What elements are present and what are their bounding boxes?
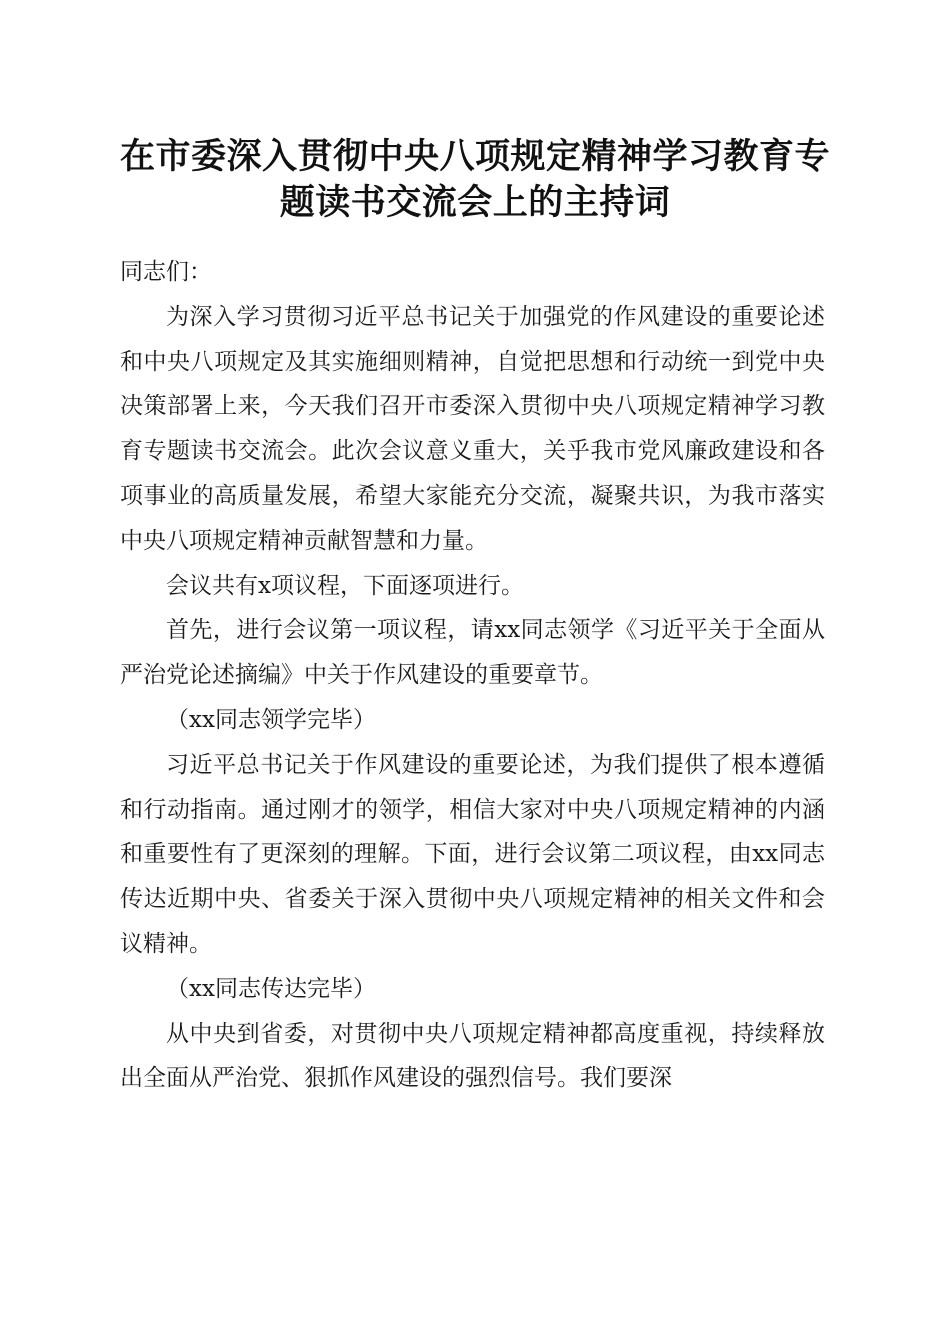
- document-body: [120, 250, 825, 1101]
- paragraph-intro: 为深入学习贯彻习近平总书记关于加强党的作风建设的重要论述和中央八项规定及其实施细则精神，自觉把思想和行动统一到党中央决策部署上来，今天我们召开市委深入贯彻中央八项规定精神学习教育专题读书交流会。此次会议意义重大，关乎我市党风廉政建设和各项事业的高质量发展，希望大家能充分交流，凝聚共识，为我市落实中央八项规定精神贡献智慧和力量。: [120, 303, 825, 554]
- paragraph-agenda-item-1: 首先，进行会议第一项议程，请xx同志领学《习近平关于全面从严治党论述摘编》中关于作风建设的重要章节。: [120, 617, 825, 689]
- document-title: 在市委深入贯彻中央八项规定精神学习教育专题读书交流会上的主持词: [119, 136, 830, 223]
- paragraph-continuation: 从中央到省委，对贯彻中央八项规定精神都高度重视，持续释放出全面从严治党、狠抓作风建设的强烈信号。我们要深: [120, 1020, 825, 1092]
- paragraph-agenda: 会议共有x项议程，下面逐项进行。: [166, 572, 524, 599]
- stage-note-1: （xx同志领学完毕）: [166, 706, 376, 733]
- paragraph-agenda-item-2: 习近平总书记关于作风建设的重要论述，为我们提供了根本遵循和行动指南。通过刚才的领学，相信大家对中央八项规定精神的内涵和重要性有了更深刻的理解。下面，进行会议第二项议程，由xx同志传达近期中央、省委关于深入贯彻中央八项规定精神的相关文件和会议精神。: [120, 751, 825, 957]
- stage-note-2: （xx同志传达完毕）: [166, 975, 376, 1002]
- salutation: 同志们：: [120, 259, 212, 285]
